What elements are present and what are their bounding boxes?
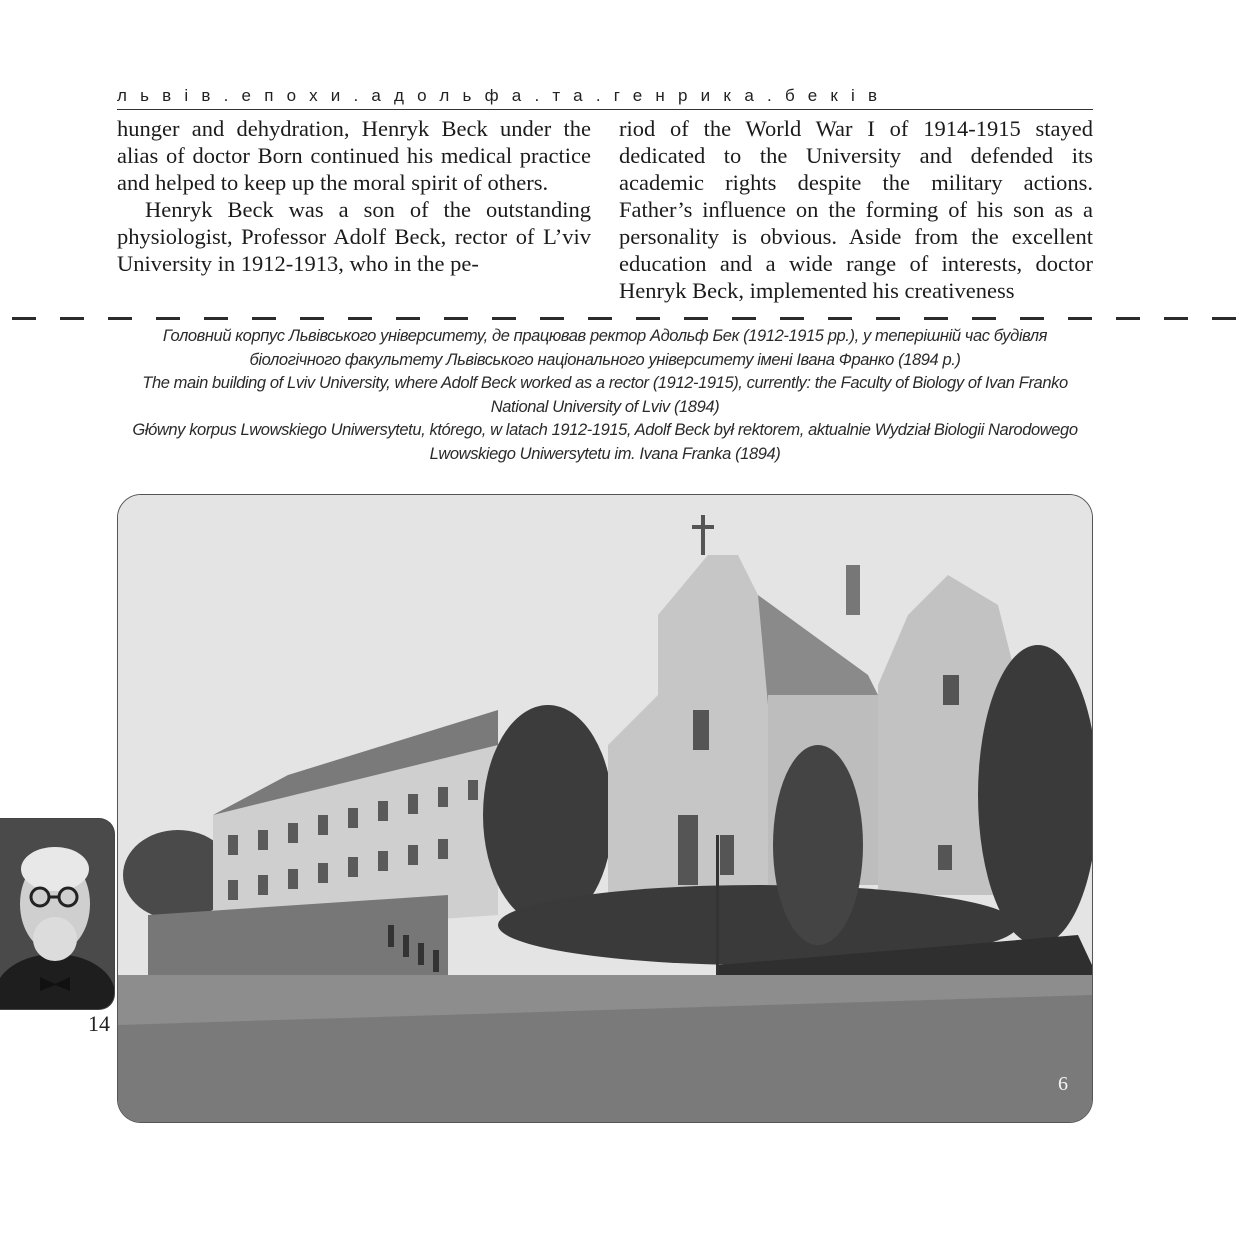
running-header: львів.епохи.адольфа.та.генрика.беків bbox=[117, 86, 891, 105]
photo-signature: 6 bbox=[1058, 1073, 1068, 1095]
caption-polish: Główny korpus Lwowskiego Uniwersytetu, którego, w latach 1912-1915, Adolf Beck był rektorem, aktualnie Wydział Biologii Narodowego Lwowskiego Uniwersytetu im. Ivana Franka (1894) bbox=[132, 421, 1078, 463]
dashed-separator bbox=[0, 317, 1241, 320]
paragraph: riod of the World War I of 1914-1915 stayed dedicated to the University and defended its academic rights despite the military actions. Father’s influence on the forming of his son as a personality is obvious. Aside from the excellent education and a wide range of interests, doctor Henryk Beck, implemented his creativeness bbox=[619, 116, 1093, 303]
paragraph: hunger and dehydration, Henryk Beck under the alias of doctor Born continued his medical practice and helped to keep up the moral spirit of others. bbox=[117, 116, 591, 195]
university-building-illustration bbox=[118, 495, 1092, 1122]
paragraph: Henryk Beck was a son of the outstanding physiologist, Professor Adolf Beck, rector of L’viv University in 1912-1913, who in the pe- bbox=[117, 197, 591, 276]
portrait-illustration bbox=[0, 819, 114, 1009]
caption-ukrainian: Головний корпус Львівського університету, де працював ректор Адольф Бек (1912-1915 рр.), у теперішній час будівля біологічного факультету Львівського національного університету імені Івана Франко (1894 р.) bbox=[162, 327, 1048, 369]
text-column-left bbox=[117, 115, 591, 305]
text-column-right bbox=[619, 115, 1093, 305]
page-number: 14 bbox=[88, 1011, 110, 1036]
portrait-henryk-beck bbox=[0, 818, 115, 1010]
header-rule bbox=[117, 109, 1093, 110]
photo-caption bbox=[117, 325, 1093, 467]
university-building-photo bbox=[117, 494, 1093, 1123]
caption-english: The main building of Lviv University, where Adolf Beck worked as a rector (1912-1915), currently: the Faculty of Biology of Ivan Franko National University of Lviv (1894) bbox=[142, 374, 1068, 416]
